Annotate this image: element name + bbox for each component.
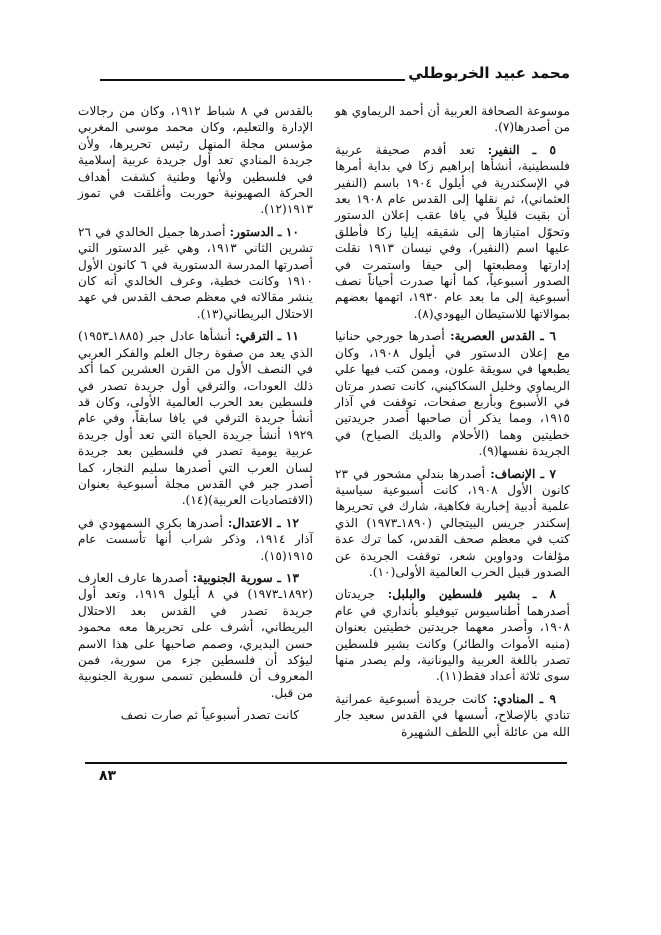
entry-number: ١٢ ـ <box>277 515 300 530</box>
paragraph <box>78 103 313 218</box>
author-name: محمد عبيد الخربوطلي <box>408 64 570 82</box>
closing-text: كانت تصدر أسبوعياً ثم صارت نصف <box>120 708 299 723</box>
newspaper-name: الإنصاف: <box>490 466 536 481</box>
left-column <box>78 103 313 730</box>
newspaper-name: بشير فلسطين والبلبل: <box>387 587 521 602</box>
entry-number: ١٠ ـ <box>277 224 299 239</box>
entry-number: ٦ ـ <box>540 329 557 344</box>
entry-text: جريدتان أصدرهما أطناسيوس تيوفيلو بأنداري في عام ١٩٠٨، وأصدر معهما جريدتين خطيتين بعنوان (منبه الأموات والطائر) وكانت بشير فلسطين تصدر باللغة العربية واليونانية، ولم يصدر منها سوى ثلاثة أعداد فقط(١١). <box>335 587 570 684</box>
page-number: ٨٣ <box>99 768 117 784</box>
entry-text: أنشأها عادل جبر (١٨٨٥ـ١٩٥٣) الذي يعد من صفوة رجال العلم والفكر العربي في النصف الأول من القرن العشرين كما أكد ذلك العودات، والترقي أول جريدة تصدر في فلسطين بعد الحرب العالمية الأولى، وكان قد أنشأ جريدة الترقي في يافا سابقاً، وفي عام ١٩٢٩ أنشأ جريدة الحياة التي تعد أول جريدة عربية يومية تصدر في فلسطين بعد جريدة لسان العرب التي أصدرها سليم النجار، كما أصدر جبر في القدس مجلة أسبوعية بعنوان (الاقتصاديات العربية)(١٤). <box>78 329 313 508</box>
entry-text: تعد أقدم صحيفة عربية فلسطينية، أنشأها إبراهيم زكا في بداية أمرها في الإسكندرية في أيلول ١٩٠٤ باسم (النفير العثماني)، ثم نقلها إلى القدس عام ١٩٠٨ بعد أن بقيت قليلاً في يافا عقب إعلان الدستور وتحوّل امتيازها إلى شقيقه إيليا زكا فأطلق عليها اسم (النفير)، وفي نيسان ١٩١٣ نقلت إدارتها ومطبعتها إلى حيفا واستمرت في الصدور أسبوعياً، كما أنها صدرت أحياناً نصف أسبوعية إلى ما بعد عام ١٩٣٠، اتهمها بعضهم بموالاتها للاستيطان اليهودي(٨). <box>335 142 570 321</box>
entry-6 <box>335 328 570 459</box>
entry-number: ٨ ـ <box>532 587 556 602</box>
entry-text: أصدرها عارف العارف (١٨٩٢ـ١٩٧٣) في ٨ أيلول ١٩١٩، وتعد أول جريدة تصدر في القدس بعد الاحتلال البريطاني، أشرف على تحريرها معه محمود حسن البديري، وصمم صاحبها على هذا الاسم ليؤكد أن فلسطين جزء من سورية، فمن المعروف أن فلسطين تسمى سورية الجنوبية من قبل. <box>78 570 313 700</box>
entry-text: أصدرها بندلي مشحور في ٢٣ كانون الأول ١٩٠٨، كانت أسبوعية سياسية علمية أدبية إخبارية فكاهية، شارك في تحريرها إسكندر جريس البيتجالي (١٨٩٠ـ١٩٧٣) الذي كتب في معظم صحف القدس، كما ترك عدة مؤلفات ودواوين شعر، توقفت الجريدة عن الصدور قبيل الحرب العالمية الأولى(١٠). <box>335 466 570 579</box>
entry-12 <box>78 515 313 564</box>
newspaper-name: النفير: <box>487 142 520 157</box>
entry-11 <box>78 328 313 508</box>
entry-13 <box>78 570 313 701</box>
header-rule <box>100 79 405 81</box>
entry-number: ١١ ـ <box>277 329 299 344</box>
entry-text: أصدرها جورجي حنانيا مع إعلان الدستور في أيلول ١٩٠٨، وكان يطبعها في سويقة علون، وممن كتب فيها علي الريماوي وخليل السكاكيني، كانت تصدر مرتان في الأسبوع وبأربع صفحات، توقفت في آذار ١٩١٥، ومما يذكر أن صاحبها أصدر جريدتين خطيتين وهما (الأحلام والديك الصياح) في الجريدة نفسها(٩). <box>335 329 570 459</box>
running-header <box>100 64 570 88</box>
entry-9 <box>335 691 570 740</box>
newspaper-name: القدس العصرية: <box>450 329 535 344</box>
entry-text: أصدرها جميل الخالدي في ٢٦ تشرين الثاني ١٩١٣، وهي غير الدستور التي أصدرتها المدرسة الدستورية في ٦ كانون الأول ١٩١٠ وكانت خطية، وعرف الخالدي أنه كان ينشر مقالاته في معظم صحف القدس في عهد الاحتلال البريطاني(١٣). <box>78 224 314 321</box>
entry-8 <box>335 586 570 684</box>
entry-number: ٥ ـ <box>532 142 557 157</box>
entry-number: ٩ ـ <box>539 691 557 706</box>
entry-number: ١٣ ـ <box>277 570 300 585</box>
entry-5 <box>335 142 570 322</box>
footer-rule <box>85 762 567 764</box>
continuation-text: بالقدس في ٨ شباط ١٩١٢، وكان من رجالات الإدارة والتعليم، وكان محمد موسى المغربي مؤسس مجلة المنهل رئيس تحريرها، ولأن جريدة المنادي تعد أول جريدة عربية إسلامية في فلسطين ولأنها وطنية كشفت أهداف الحركة الصهيونية حوربت وأغلقت في تموز ١٩١٣(١٢). <box>78 104 313 217</box>
entry-text: كانت جريدة أسبوعية عمرانية تنادي بالإصلاح، أسسها في القدس سعيد جار الله من عائلة أبي اللطف الشهيرة <box>335 691 570 739</box>
entry-text: أصدرها بكري السمهودي في آذار ١٩١٤، وذكر شراب أنها تأسست عام ١٩١٥(١٥). <box>78 515 313 563</box>
entry-10 <box>78 224 313 322</box>
newspaper-name: سورية الجنوبية: <box>192 570 273 585</box>
paragraph <box>78 707 313 723</box>
newspaper-name: الدستور: <box>229 224 274 239</box>
newspaper-name: الاعتدال: <box>227 515 273 530</box>
right-column <box>335 103 570 746</box>
newspaper-name: المنادي: <box>492 691 534 706</box>
newspaper-name: الترقي: <box>235 329 274 344</box>
entry-7 <box>335 466 570 581</box>
paragraph <box>335 103 570 136</box>
entry-number: ٧ ـ <box>540 466 556 481</box>
intro-text: موسوعة الصحافة العربية أن أحمد الريماوي هو من أصدرها(٧). <box>335 104 570 135</box>
